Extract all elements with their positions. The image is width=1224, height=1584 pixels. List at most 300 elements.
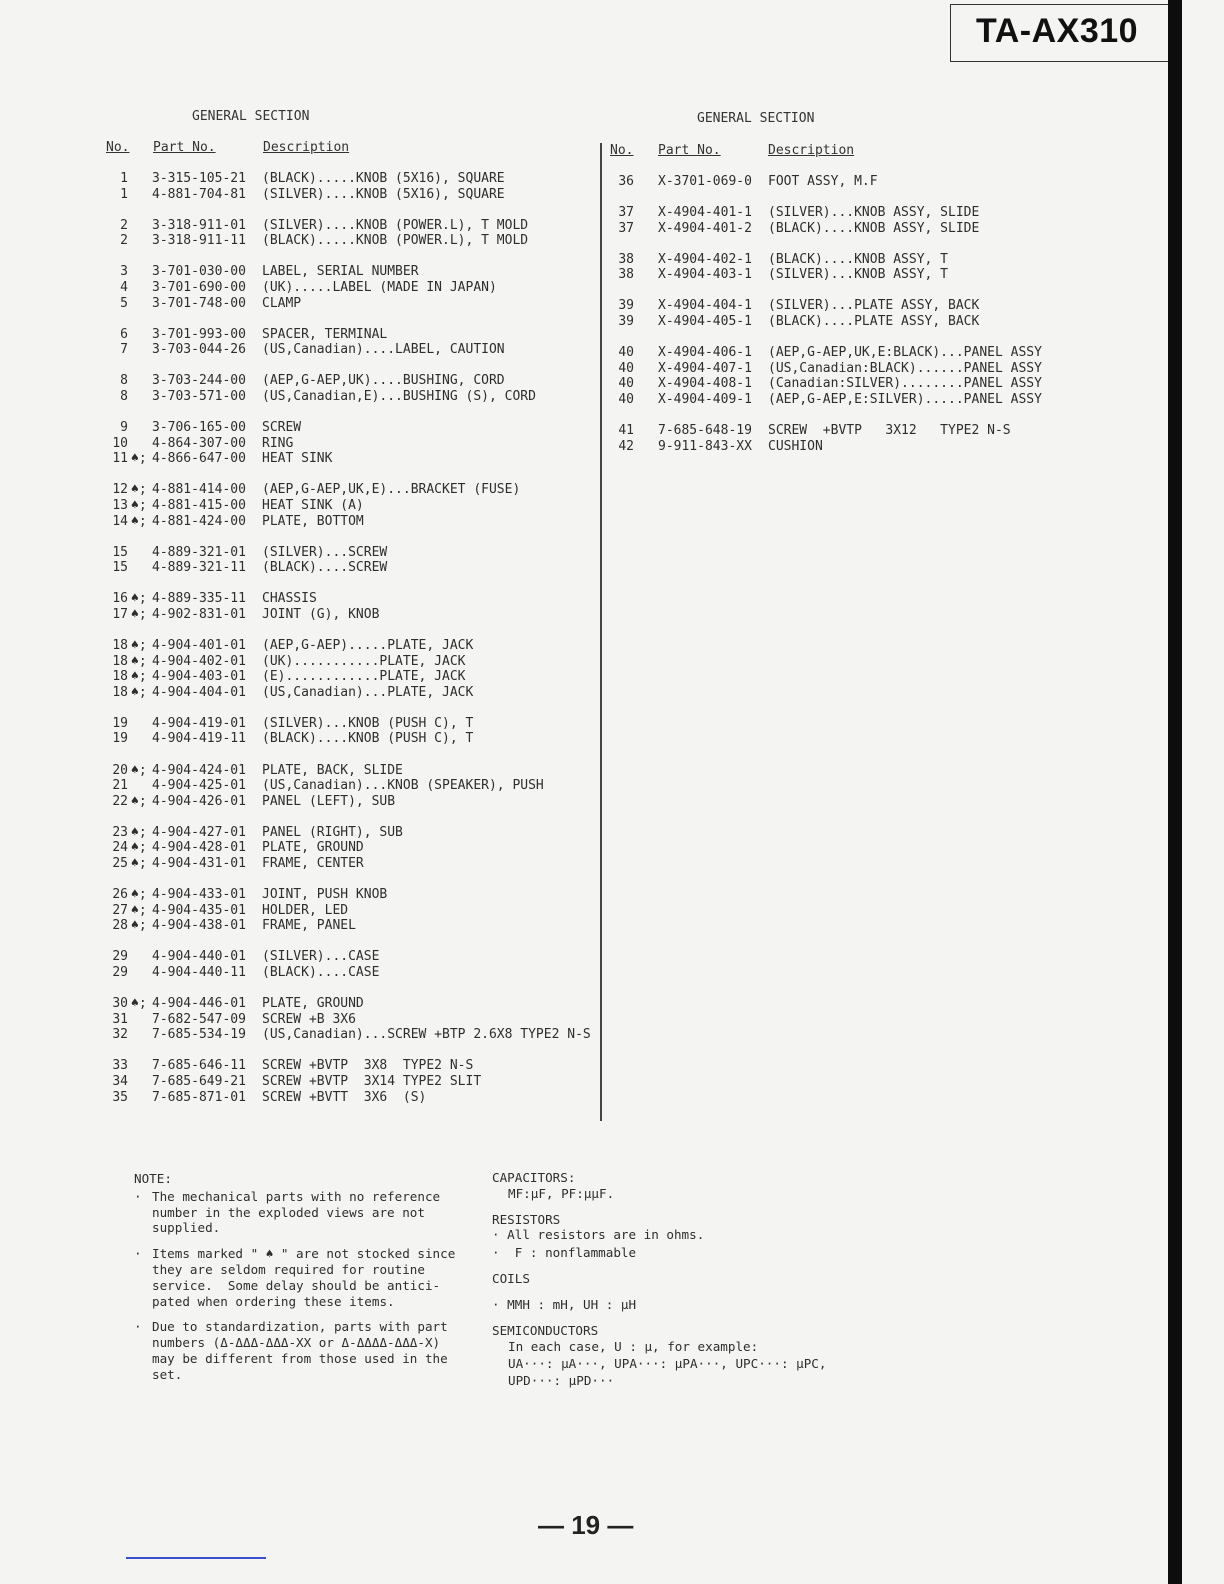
part-row <box>100 482 600 498</box>
part-description: SCREW +BVTP 3X14 TYPE2 SLIT <box>262 1073 482 1089</box>
part-row <box>100 420 600 436</box>
part-description: (US,Canadian)...KNOB (SPEAKER), PUSH <box>262 778 544 794</box>
note-items <box>134 1189 484 1383</box>
not-stocked-mark-icon: ♠; <box>131 793 147 809</box>
item-number: 38 <box>618 267 634 283</box>
part-group <box>100 591 600 622</box>
part-description: (BLACK).....KNOB (POWER.L), T MOLD <box>262 233 529 249</box>
item-number: 21 <box>112 778 128 794</box>
part-group <box>100 171 600 202</box>
resistors-item-2: · F : nonflammable <box>492 1245 637 1261</box>
part-description: (AEP,G-AEP).....PLATE, JACK <box>262 637 474 653</box>
part-group <box>100 887 600 934</box>
part-number: X-4904-401-1 <box>658 205 752 221</box>
part-number: X-4904-408-1 <box>658 376 752 392</box>
part-row <box>100 498 600 514</box>
model-title: TA-AX310 <box>976 12 1139 50</box>
part-row <box>606 314 1066 330</box>
not-stocked-mark-icon: ♠; <box>131 606 147 622</box>
part-description: (SILVER)...KNOB ASSY, T <box>768 267 949 283</box>
capacitors-title: CAPACITORS: <box>492 1170 576 1185</box>
item-number: 9 <box>120 420 128 436</box>
not-stocked-mark-icon: ♠; <box>131 824 147 840</box>
part-row <box>100 794 600 810</box>
part-row <box>100 560 600 576</box>
item-number: 28 <box>112 918 128 934</box>
item-number: 29 <box>112 964 128 980</box>
part-number: 3-703-044-26 <box>152 342 246 358</box>
part-description: (AEP,G-AEP,UK,E)...BRACKET (FUSE) <box>262 482 521 498</box>
part-row <box>100 607 600 623</box>
part-row <box>606 392 1066 408</box>
part-row <box>606 174 1066 190</box>
right-parts-list <box>606 174 1066 470</box>
item-number: 27 <box>112 902 128 918</box>
part-description: (BLACK)....SCREW <box>262 560 388 576</box>
part-number: 4-881-415-00 <box>152 497 246 513</box>
part-number: 3-701-030-00 <box>152 264 246 280</box>
part-description: JOINT, PUSH KNOB <box>262 887 388 903</box>
part-row <box>100 669 600 685</box>
part-row <box>100 171 600 187</box>
item-number: 1 <box>120 186 128 202</box>
part-number: 4-904-428-01 <box>152 840 246 856</box>
part-row <box>100 731 600 747</box>
item-number: 3 <box>120 264 128 280</box>
part-number: 4-904-440-11 <box>152 964 246 980</box>
part-description: PLATE, BOTTOM <box>262 513 364 529</box>
part-number: 4-904-403-01 <box>152 669 246 685</box>
part-description: PANEL (LEFT), SUB <box>262 793 396 809</box>
item-number: 24 <box>112 840 128 856</box>
not-stocked-mark-icon: ♠; <box>131 856 147 871</box>
coils-title: COILS <box>492 1270 530 1286</box>
part-row <box>606 252 1066 268</box>
part-row <box>100 778 600 794</box>
part-number: X-3701-069-0 <box>658 174 752 189</box>
part-row <box>100 218 600 234</box>
resistors-item-2-text: F : nonflammable <box>514 1245 637 1261</box>
item-number: 30 <box>112 996 128 1012</box>
item-number: 40 <box>618 360 634 376</box>
part-row <box>100 763 600 779</box>
bullet-icon: · <box>134 1246 142 1262</box>
note-text: Items marked " ♠ " are not stocked since they are seldom required for routine service. Some delay should be antici- pated when ordering these items. <box>152 1246 456 1309</box>
page-edge-bar <box>1168 0 1182 1584</box>
part-description: (E)............PLATE, JACK <box>262 669 466 685</box>
part-number: 4-904-404-01 <box>152 684 246 700</box>
part-row <box>100 638 600 654</box>
item-number: 15 <box>112 560 128 576</box>
part-number: 7-685-646-11 <box>152 1058 246 1074</box>
part-number: 4-881-424-00 <box>152 513 246 529</box>
not-stocked-mark-icon: ♠; <box>131 902 147 918</box>
coils-line: · MMH : mH, UH : μH <box>492 1296 637 1312</box>
part-description: HEAT SINK (A) <box>262 497 364 513</box>
not-stocked-mark-icon: ♠; <box>131 669 147 685</box>
part-description: (SILVER)...KNOB (PUSH C), T <box>262 715 474 731</box>
item-number: 2 <box>120 217 128 233</box>
item-number: 13 <box>112 497 128 513</box>
part-number: 4-904-425-01 <box>152 778 246 794</box>
not-stocked-mark-icon: ♠; <box>131 684 147 700</box>
item-number: 38 <box>618 251 634 267</box>
part-group <box>100 996 600 1043</box>
resistors-item-1: · All resistors are in ohms. <box>492 1227 705 1243</box>
part-description: (SILVER)....KNOB (5X16), SQUARE <box>262 186 505 202</box>
part-number: 3-706-165-00 <box>152 420 246 436</box>
note-item <box>134 1189 484 1236</box>
not-stocked-mark-icon: ♠; <box>131 840 147 856</box>
part-description: (BLACK)....KNOB ASSY, SLIDE <box>768 220 980 236</box>
part-row <box>100 918 600 934</box>
part-number: 3-701-993-00 <box>152 326 246 342</box>
part-number: 3-701-748-00 <box>152 295 246 311</box>
part-number: 4-904-431-01 <box>152 856 246 871</box>
item-number: 34 <box>112 1073 128 1089</box>
item-number: 41 <box>618 423 634 439</box>
part-number: 7-685-648-19 <box>658 423 752 439</box>
left-header-description: Description <box>263 140 350 155</box>
part-number: 3-703-244-00 <box>152 373 246 389</box>
part-description: SCREW +BVTP 3X12 TYPE2 N-S <box>768 423 1011 439</box>
part-row <box>100 1058 600 1074</box>
part-description: (SILVER)...PLATE ASSY, BACK <box>768 298 980 314</box>
item-number: 22 <box>112 793 128 809</box>
left-header-part-no: Part No. <box>153 140 216 155</box>
part-number: X-4904-403-1 <box>658 267 752 283</box>
item-number: 18 <box>112 669 128 685</box>
part-row <box>606 221 1066 237</box>
part-row <box>100 654 600 670</box>
not-stocked-mark-icon: ♠; <box>131 451 147 467</box>
item-number: 10 <box>112 435 128 451</box>
item-number: 20 <box>112 762 128 778</box>
part-number: 4-889-321-11 <box>152 560 246 576</box>
part-number: X-4904-401-2 <box>658 220 752 236</box>
part-number: 4-889-321-01 <box>152 544 246 560</box>
part-number: X-4904-407-1 <box>658 360 752 376</box>
note-text: The mechanical parts with no reference number in the exploded views are not supplied. <box>152 1188 441 1236</box>
part-description: (SILVER)...CASE <box>262 949 380 965</box>
part-row <box>606 345 1066 361</box>
part-number: 4-904-435-01 <box>152 902 246 918</box>
coils-text: MMH : mH, UH : μH <box>507 1296 637 1312</box>
note-item <box>134 1246 484 1309</box>
part-description: (Canadian:SILVER)........PANEL ASSY <box>768 376 1042 392</box>
item-number: 40 <box>618 345 634 361</box>
part-group <box>100 763 600 810</box>
part-number: 3-318-911-11 <box>152 233 246 249</box>
not-stocked-mark-icon: ♠; <box>131 653 147 669</box>
part-group <box>606 252 1066 283</box>
item-number: 26 <box>112 887 128 903</box>
note-section <box>134 1171 484 1393</box>
part-row <box>100 965 600 981</box>
part-number: 4-889-335-11 <box>152 591 246 607</box>
note-title: NOTE: <box>134 1171 172 1186</box>
item-number: 31 <box>112 1011 128 1027</box>
part-group <box>606 205 1066 236</box>
part-description: (SILVER)...SCREW <box>262 544 388 560</box>
part-number: 7-685-649-21 <box>152 1073 246 1089</box>
abbreviation-legend <box>492 1170 892 1389</box>
part-row <box>606 439 1066 455</box>
part-group <box>100 327 600 358</box>
part-group <box>100 545 600 576</box>
part-row <box>100 1090 600 1106</box>
item-number: 1 <box>120 171 128 186</box>
part-description: (US,Canadian)...PLATE, JACK <box>262 684 474 700</box>
part-row <box>100 949 600 965</box>
item-number: 40 <box>618 391 634 407</box>
item-number: 32 <box>112 1027 128 1043</box>
part-number: 4-904-419-11 <box>152 731 246 747</box>
note-item <box>134 1319 484 1382</box>
part-group <box>100 264 600 311</box>
part-row <box>100 591 600 607</box>
item-number: 17 <box>112 606 128 622</box>
part-description: (UK)...........PLATE, JACK <box>262 653 466 669</box>
item-number: 2 <box>120 233 128 249</box>
capacitors-text: MF:μF, PF:μμF. <box>508 1185 615 1201</box>
part-description: SCREW +BVTP 3X8 TYPE2 N-S <box>262 1058 474 1074</box>
part-number: 4-904-446-01 <box>152 996 246 1012</box>
semiconductors-text: In each case, U : μ, for example: UA···: μA···, UPA···: μPA···, UPC···: μPC, UPD···: μPD··· <box>508 1339 827 1389</box>
item-number: 42 <box>618 438 634 454</box>
part-description: CLAMP <box>262 295 302 311</box>
part-group <box>100 949 600 980</box>
part-row <box>100 451 600 467</box>
page-number: — 19 — <box>538 1510 634 1540</box>
part-number: 4-881-414-00 <box>152 482 246 498</box>
right-header-description: Description <box>768 143 855 158</box>
item-number: 7 <box>120 342 128 358</box>
left-section-title: GENERAL SECTION <box>192 109 310 124</box>
not-stocked-mark-icon: ♠; <box>131 482 147 498</box>
part-description: JOINT (G), KNOB <box>262 606 380 622</box>
part-description: CUSHION <box>768 438 823 454</box>
part-number: 7-685-871-01 <box>152 1089 246 1105</box>
part-group <box>606 174 1066 190</box>
part-row <box>100 1012 600 1028</box>
bullet-icon: · <box>134 1319 142 1335</box>
item-number: 37 <box>618 220 634 236</box>
semiconductors-title: SEMICONDUCTORS <box>492 1322 599 1338</box>
item-number: 6 <box>120 326 128 342</box>
part-number: 4-904-433-01 <box>152 887 246 903</box>
part-row <box>100 825 600 841</box>
part-description: SCREW <box>262 420 302 436</box>
right-section-title: GENERAL SECTION <box>697 111 815 126</box>
part-number: 4-904-427-01 <box>152 824 246 840</box>
note-text: Due to standardization, parts with part numbers (Δ-ΔΔΔ-ΔΔΔ-XX or Δ-ΔΔΔΔ-ΔΔΔ-X) may be different from those used in the set. <box>152 1319 448 1382</box>
part-description: (SILVER)...KNOB ASSY, SLIDE <box>768 205 980 221</box>
part-row <box>100 545 600 561</box>
part-number: X-4904-406-1 <box>658 345 752 361</box>
part-description: SCREW +B 3X6 <box>262 1011 356 1027</box>
bottom-link-line <box>126 1557 266 1559</box>
part-description: SPACER, TERMINAL <box>262 326 388 342</box>
part-row <box>100 685 600 701</box>
part-number: 4-902-831-01 <box>152 606 246 622</box>
item-number: 33 <box>112 1058 128 1074</box>
part-number: 7-682-547-09 <box>152 1011 246 1027</box>
item-number: 25 <box>112 856 128 871</box>
not-stocked-mark-icon: ♠; <box>131 513 147 529</box>
part-description: HEAT SINK <box>262 451 333 467</box>
part-number: 3-315-105-21 <box>152 171 246 186</box>
part-number: 4-881-704-81 <box>152 186 246 202</box>
part-number: 4-904-438-01 <box>152 918 246 934</box>
part-description: (AEP,G-AEP,E:SILVER).....PANEL ASSY <box>768 391 1042 407</box>
part-description: PLATE, BACK, SLIDE <box>262 762 403 778</box>
item-number: 37 <box>618 205 634 221</box>
part-number: 9-911-843-XX <box>658 438 752 454</box>
part-description: FRAME, CENTER <box>262 856 364 871</box>
item-number: 14 <box>112 513 128 529</box>
item-number: 19 <box>112 715 128 731</box>
right-header-no: No. <box>610 143 634 158</box>
right-header-part-no: Part No. <box>658 143 721 158</box>
part-description: LABEL, SERIAL NUMBER <box>262 264 419 280</box>
part-number: 4-904-426-01 <box>152 793 246 809</box>
not-stocked-mark-icon: ♠; <box>131 591 147 607</box>
part-number: 4-904-424-01 <box>152 762 246 778</box>
part-description: (US,Canadian)....LABEL, CAUTION <box>262 342 505 358</box>
column-divider <box>600 143 602 1121</box>
part-group <box>606 345 1066 407</box>
not-stocked-mark-icon: ♠; <box>131 762 147 778</box>
part-description: FRAME, PANEL <box>262 918 356 934</box>
part-row <box>606 376 1066 392</box>
left-parts-list <box>100 171 600 1121</box>
item-number: 29 <box>112 949 128 965</box>
part-row <box>100 389 600 405</box>
item-number: 39 <box>618 314 634 330</box>
item-number: 5 <box>120 295 128 311</box>
item-number: 36 <box>618 174 634 189</box>
part-row <box>100 296 600 312</box>
part-description: (UK).....LABEL (MADE IN JAPAN) <box>262 279 497 295</box>
part-description: (BLACK)....KNOB ASSY, T <box>768 251 949 267</box>
part-number: 3-701-690-00 <box>152 279 246 295</box>
part-row <box>100 1027 600 1043</box>
part-group <box>100 218 600 249</box>
part-description: PLATE, GROUND <box>262 840 364 856</box>
item-number: 11 <box>112 451 128 467</box>
part-description: (BLACK).....KNOB (5X16), SQUARE <box>262 171 505 186</box>
item-number: 4 <box>120 279 128 295</box>
part-description: SCREW +BVTT 3X6 (S) <box>262 1089 427 1105</box>
part-description: (BLACK)....KNOB (PUSH C), T <box>262 731 474 747</box>
part-description: CHASSIS <box>262 591 317 607</box>
part-number: X-4904-404-1 <box>658 298 752 314</box>
part-row <box>100 840 600 856</box>
item-number: 19 <box>112 731 128 747</box>
part-number: X-4904-402-1 <box>658 251 752 267</box>
part-description: PANEL (RIGHT), SUB <box>262 824 403 840</box>
part-description: (US,Canadian)...SCREW +BTP 2.6X8 TYPE2 N-S <box>262 1027 591 1043</box>
part-number: 3-703-571-00 <box>152 388 246 404</box>
part-row <box>606 205 1066 221</box>
not-stocked-mark-icon: ♠; <box>131 996 147 1012</box>
part-row <box>100 342 600 358</box>
part-row <box>606 361 1066 377</box>
item-number: 23 <box>112 824 128 840</box>
part-group <box>100 1058 600 1105</box>
part-number: 4-904-419-01 <box>152 715 246 731</box>
part-group <box>100 716 600 747</box>
part-row <box>100 903 600 919</box>
item-number: 18 <box>112 684 128 700</box>
part-row <box>100 716 600 732</box>
part-row <box>100 996 600 1012</box>
item-number: 12 <box>112 482 128 498</box>
part-description: (BLACK)....CASE <box>262 964 380 980</box>
part-group <box>100 638 600 700</box>
part-number: 4-904-402-01 <box>152 653 246 669</box>
part-number: 4-866-647-00 <box>152 451 246 467</box>
item-number: 15 <box>112 544 128 560</box>
item-number: 8 <box>120 388 128 404</box>
part-row <box>100 233 600 249</box>
part-description: (SILVER)....KNOB (POWER.L), T MOLD <box>262 217 529 233</box>
part-group <box>100 420 600 467</box>
part-group <box>100 825 600 872</box>
not-stocked-mark-icon: ♠; <box>131 887 147 903</box>
part-number: 7-685-534-19 <box>152 1027 246 1043</box>
part-description: (US,Canadian,E)...BUSHING (S), CORD <box>262 388 536 404</box>
not-stocked-mark-icon: ♠; <box>131 637 147 653</box>
item-number: 35 <box>112 1089 128 1105</box>
part-group <box>606 423 1066 454</box>
part-description: RING <box>262 435 294 451</box>
item-number: 8 <box>120 373 128 389</box>
part-description: (AEP,G-AEP,UK)....BUSHING, CORD <box>262 373 505 389</box>
resistors-item-1-text: All resistors are in ohms. <box>507 1227 705 1243</box>
left-header-no: No. <box>106 140 130 155</box>
item-number: 18 <box>112 637 128 653</box>
part-row <box>100 436 600 452</box>
part-number: 4-904-440-01 <box>152 949 246 965</box>
part-number: 4-904-401-01 <box>152 637 246 653</box>
part-description: (AEP,G-AEP,UK,E:BLACK)...PANEL ASSY <box>768 345 1042 361</box>
not-stocked-mark-icon: ♠; <box>131 497 147 513</box>
part-row <box>100 280 600 296</box>
part-row <box>100 327 600 343</box>
part-description: PLATE, GROUND <box>262 996 364 1012</box>
part-row <box>606 267 1066 283</box>
part-row <box>100 1074 600 1090</box>
part-number: X-4904-409-1 <box>658 391 752 407</box>
part-number: X-4904-405-1 <box>658 314 752 330</box>
not-stocked-mark-icon: ♠; <box>131 918 147 934</box>
part-number: 4-864-307-00 <box>152 435 246 451</box>
part-row <box>606 298 1066 314</box>
item-number: 18 <box>112 653 128 669</box>
item-number: 16 <box>112 591 128 607</box>
part-description: (US,Canadian:BLACK)......PANEL ASSY <box>768 360 1042 376</box>
part-row <box>606 423 1066 439</box>
resistors-title: RESISTORS <box>492 1211 561 1227</box>
item-number: 39 <box>618 298 634 314</box>
part-group <box>100 482 600 529</box>
part-row <box>100 887 600 903</box>
part-row <box>100 514 600 530</box>
part-row <box>100 373 600 389</box>
part-description: HOLDER, LED <box>262 902 349 918</box>
